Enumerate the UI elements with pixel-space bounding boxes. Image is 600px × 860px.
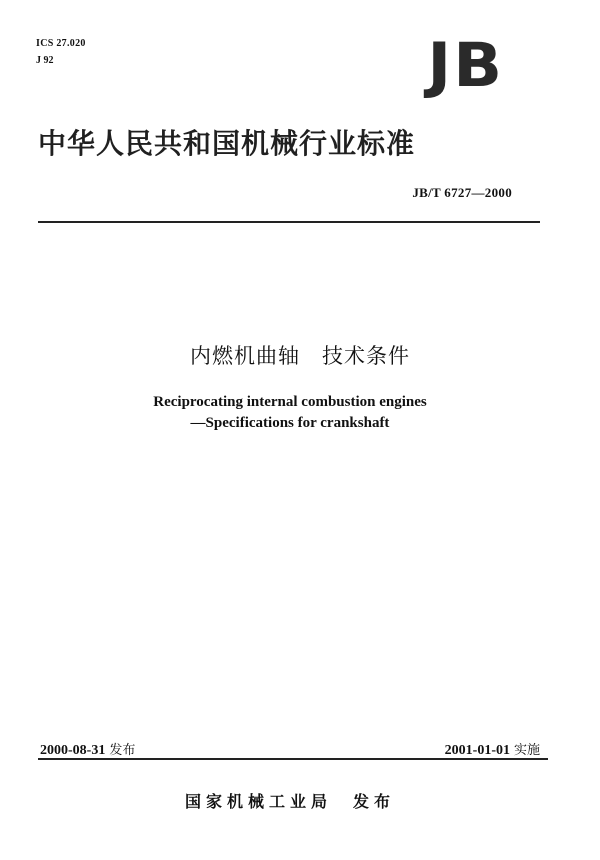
document-title-english-line1: Reciprocating internal combustion engines: [153, 394, 427, 410]
publish-date-value: 2000-08-31: [40, 743, 106, 758]
ics-code: ICS 27.020: [36, 38, 86, 49]
publisher: 国家机械工业局 发布: [184, 792, 395, 811]
effective-date-label: 实施: [513, 743, 540, 758]
top-divider: [38, 221, 540, 223]
document-title-english-line2: —Specifications for crankshaft: [190, 415, 390, 431]
bottom-divider: [38, 758, 548, 760]
publish-date: [40, 739, 135, 759]
effective-date: [445, 739, 540, 759]
standard-number: JB/T 6727—2000: [412, 185, 512, 200]
jb-logo: JB: [427, 30, 504, 102]
issuer-title: 中华人民共和国机械行业标准: [38, 127, 416, 160]
effective-date-value: 2001-01-01: [444, 743, 510, 758]
document-title-chinese: 内燃机曲轴 技术条件: [190, 344, 410, 368]
publish-date-label: 发布: [109, 743, 136, 758]
classification-code: J 92: [36, 55, 54, 66]
